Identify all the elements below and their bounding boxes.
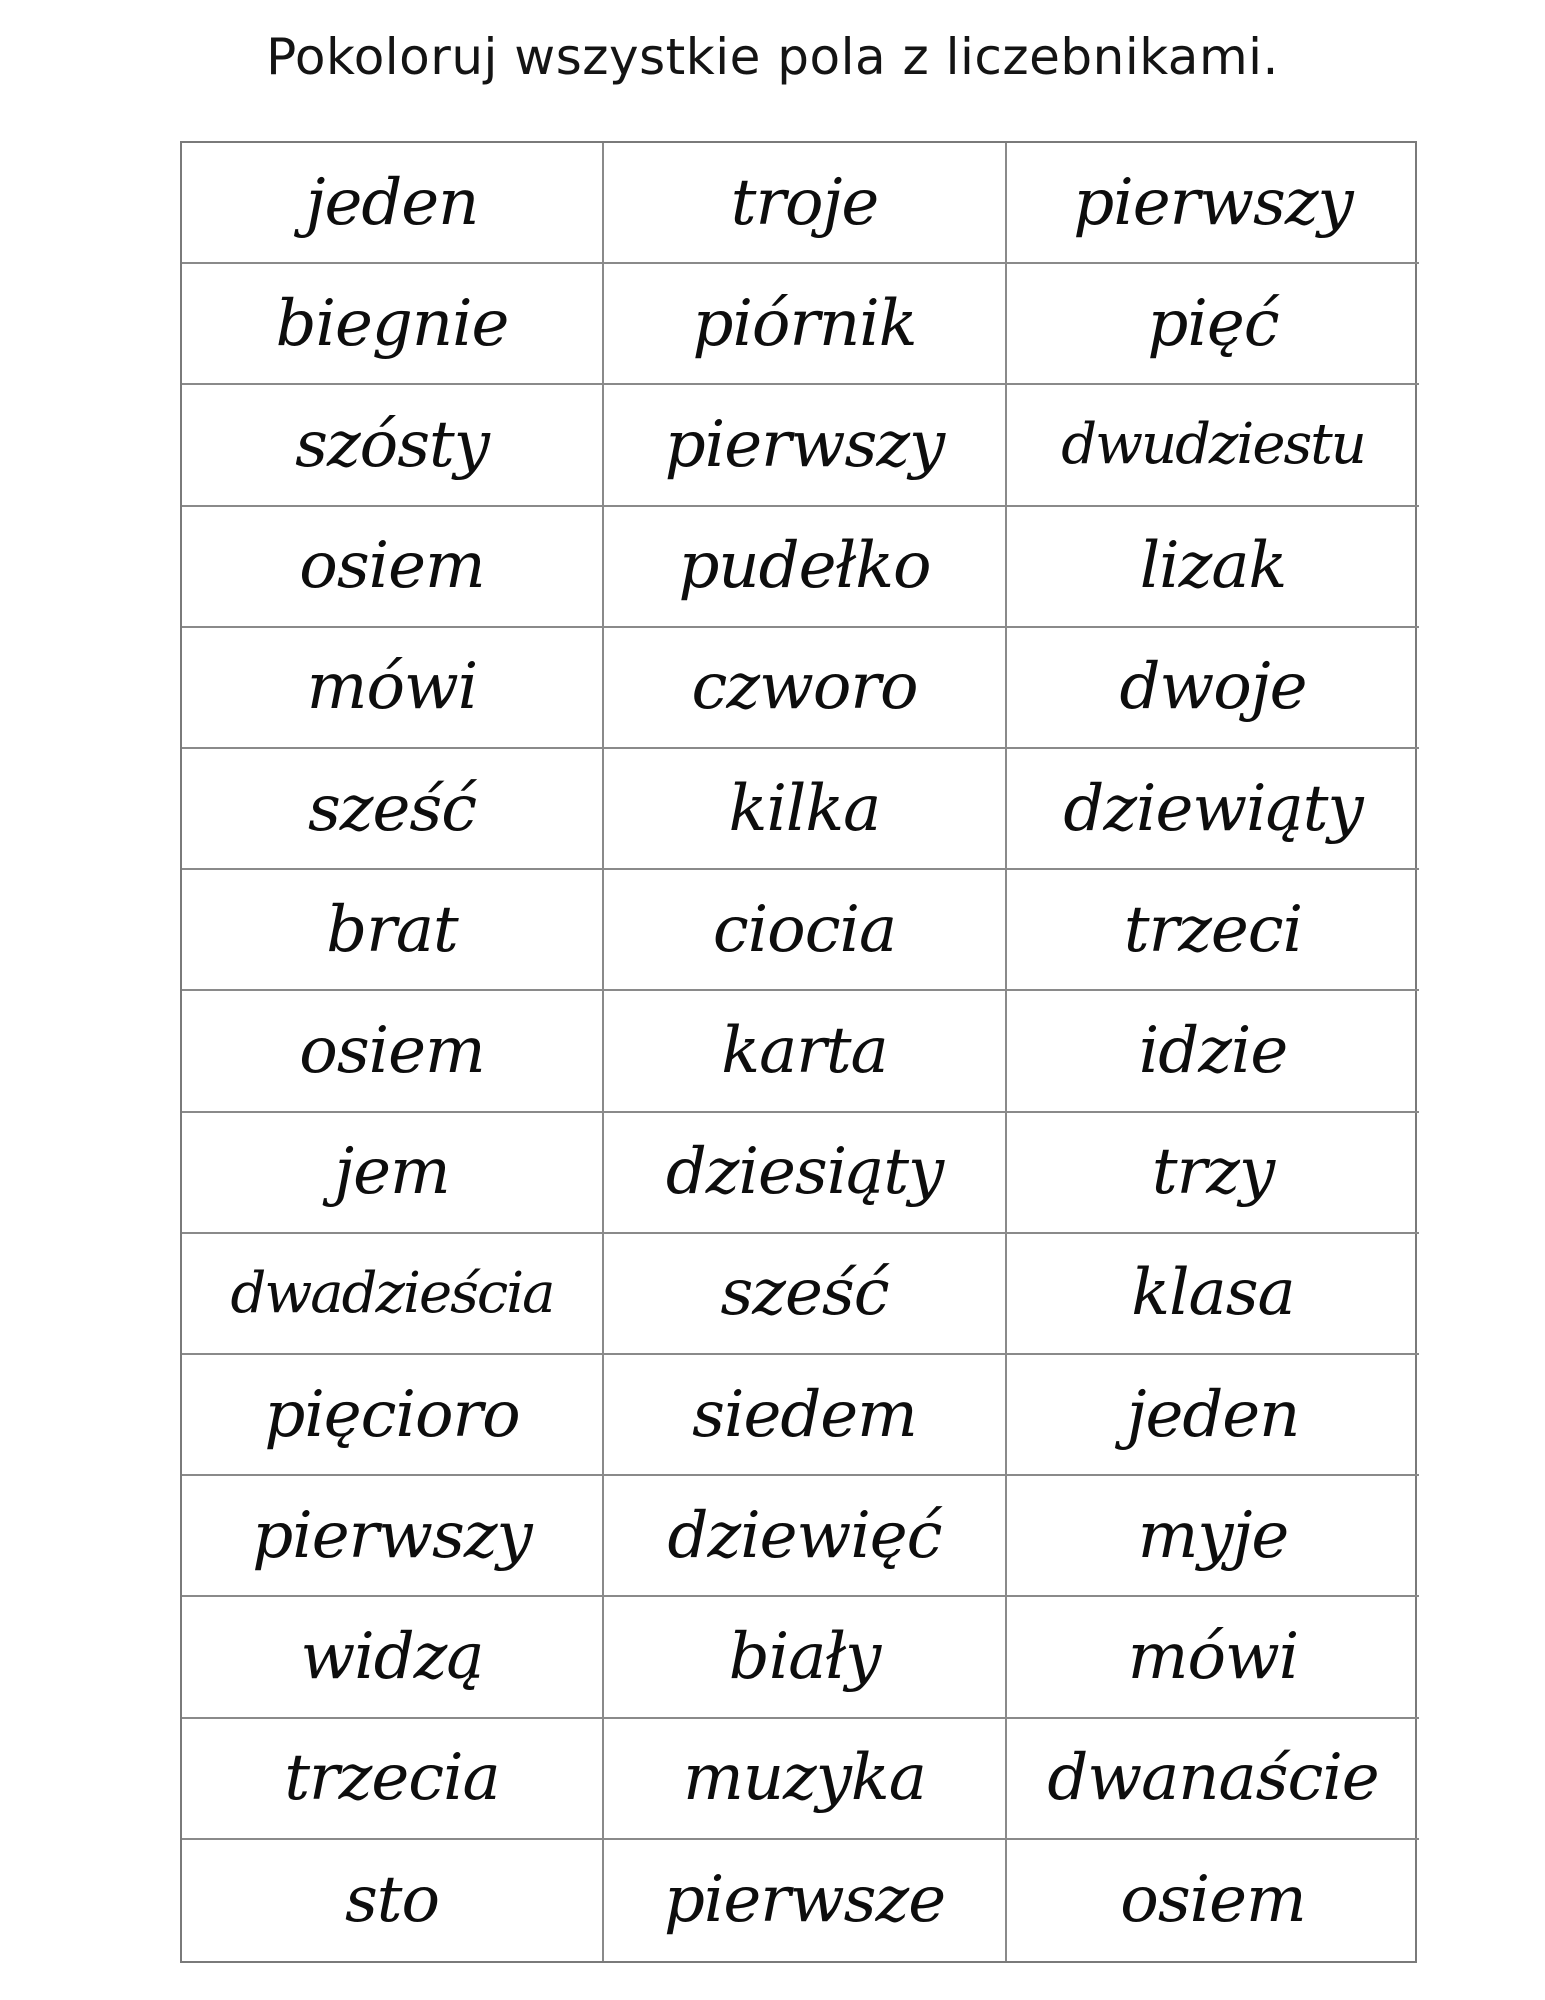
word-cell[interactable]: trzeci (1007, 870, 1419, 991)
word-cell[interactable]: dwudziestu (1007, 385, 1419, 506)
word-cell[interactable]: idzie (1007, 991, 1419, 1112)
word-cell[interactable]: czworo (604, 628, 1007, 749)
word-cell[interactable]: jeden (182, 143, 604, 264)
word-cell[interactable]: osiem (182, 507, 604, 628)
word-cell[interactable]: dwanaście (1007, 1719, 1419, 1840)
word-cell[interactable]: lizak (1007, 507, 1419, 628)
instruction-heading: Pokoloruj wszystkie pola z liczebnikami. (266, 28, 1279, 86)
word-cell[interactable]: osiem (182, 991, 604, 1112)
word-cell[interactable]: dziewiąty (1007, 749, 1419, 870)
word-cell[interactable]: pierwszy (1007, 143, 1419, 264)
word-grid (180, 141, 1417, 1963)
word-cell[interactable]: jeden (1007, 1355, 1419, 1476)
word-cell[interactable]: siedem (604, 1355, 1007, 1476)
word-cell[interactable]: pierwszy (182, 1476, 604, 1597)
word-cell[interactable]: klasa (1007, 1234, 1419, 1355)
word-cell[interactable]: myje (1007, 1476, 1419, 1597)
word-cell[interactable]: piórnik (604, 264, 1007, 385)
word-cell[interactable]: pięcioro (182, 1355, 604, 1476)
word-cell[interactable]: osiem (1120, 1863, 1306, 1938)
word-cell[interactable]: trzecia (182, 1719, 604, 1840)
word-cell[interactable]: sto (182, 1840, 604, 1961)
word-cell[interactable]: pierwszy (604, 385, 1007, 506)
word-cell[interactable]: pięć (1007, 264, 1419, 385)
word-cell[interactable]: szósty (182, 385, 604, 506)
word-cell[interactable]: karta (604, 991, 1007, 1112)
word-cell[interactable]: troje (604, 143, 1007, 264)
word-cell[interactable]: mówi (182, 628, 604, 749)
word-cell[interactable]: dwoje (1007, 628, 1419, 749)
word-cell[interactable]: brat (182, 870, 604, 991)
word-cell[interactable]: jem (182, 1113, 604, 1234)
word-cell[interactable]: dziewięć (604, 1476, 1007, 1597)
word-cell[interactable]: dziesiąty (604, 1113, 1007, 1234)
word-cell[interactable]: pierwsze (604, 1840, 1007, 1961)
word-cell[interactable]: biegnie (182, 264, 604, 385)
word-cell[interactable]: muzyka (604, 1719, 1007, 1840)
word-cell[interactable]: trzy (1007, 1113, 1419, 1234)
word-cell[interactable]: biały (604, 1597, 1007, 1718)
word-cell[interactable]: widzą (182, 1597, 604, 1718)
word-cell[interactable]: pudełko (604, 507, 1007, 628)
word-cell[interactable]: ciocia (604, 870, 1007, 991)
word-cell[interactable]: kilka (604, 749, 1007, 870)
word-cell[interactable]: sześć (604, 1234, 1007, 1355)
word-cell[interactable]: sześć (182, 749, 604, 870)
word-cell[interactable]: dwadzieścia (182, 1234, 604, 1355)
word-cell[interactable]: mówi (1007, 1597, 1419, 1718)
